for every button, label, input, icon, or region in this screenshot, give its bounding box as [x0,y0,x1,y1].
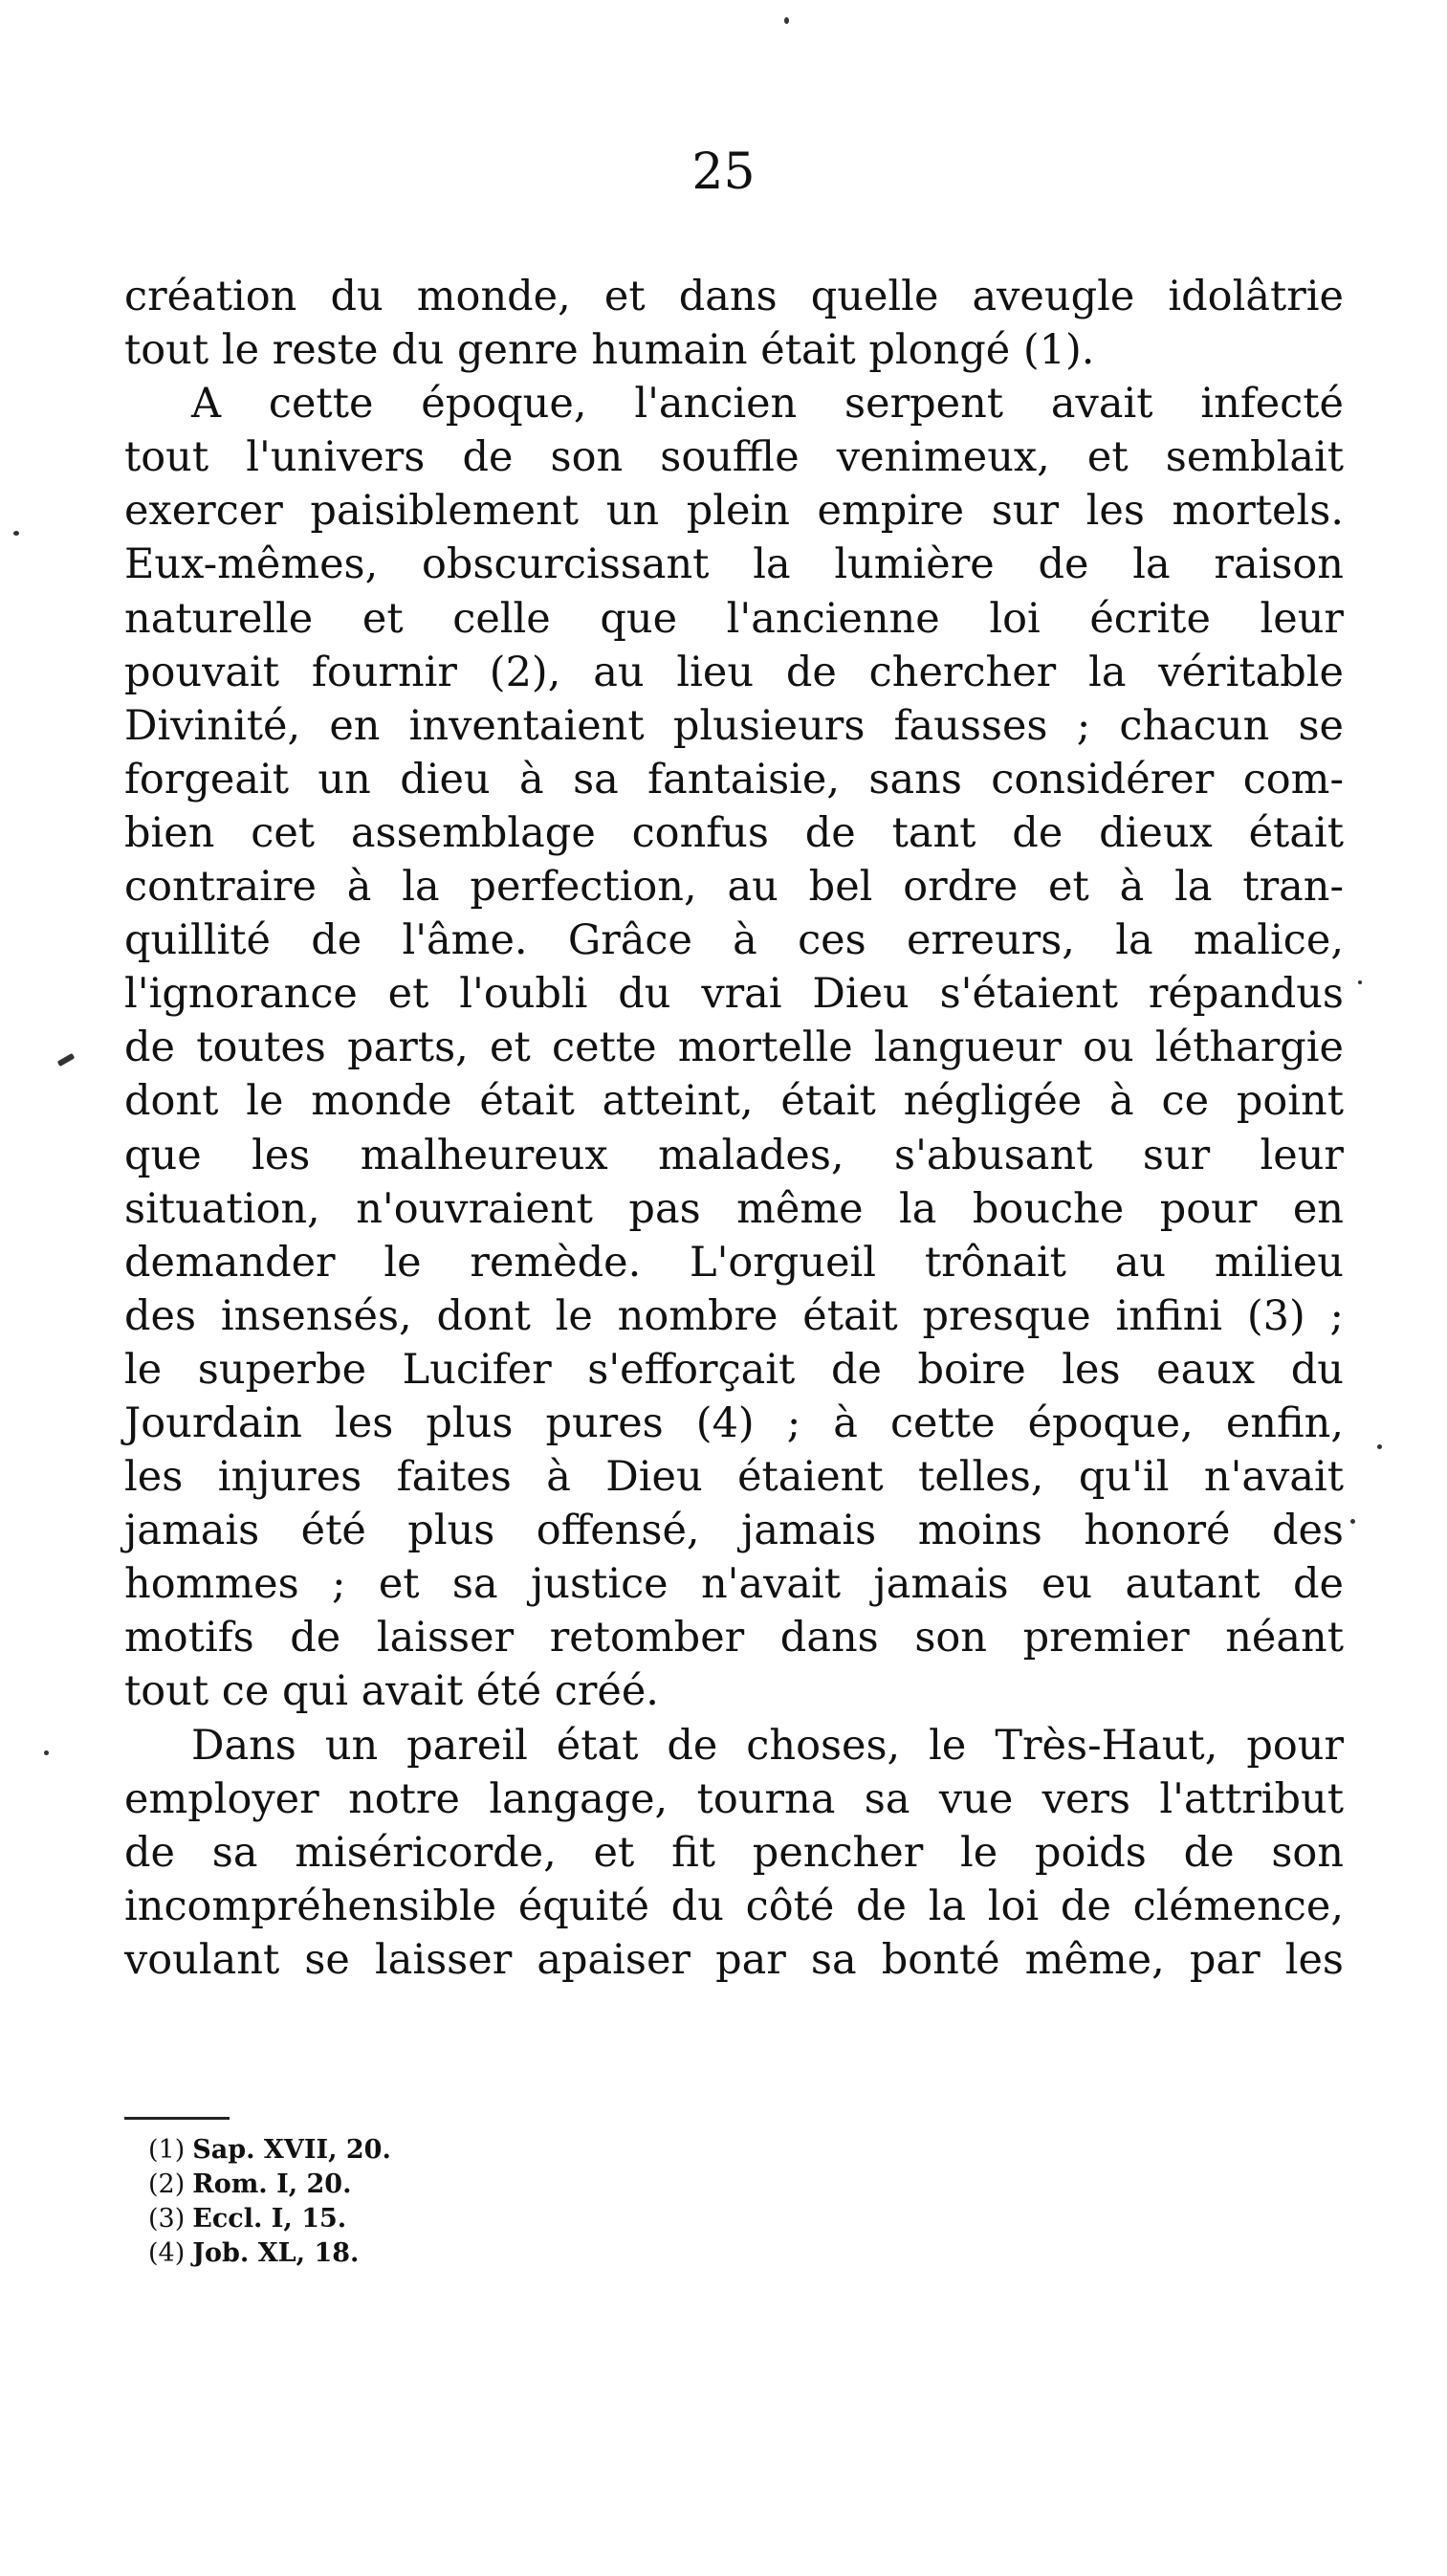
text-line: situation, n'ouvraient pas même la bouche pour en [124,1184,1344,1233]
text-line: bien cet assemblage confus de tant de dieux était [124,808,1344,857]
text-line: quillité de l'âme. Grâce à ces erreurs, la malice, [124,916,1344,965]
footnote-reference: Job. XL, 18. [192,2238,360,2268]
footnote [148,2236,391,2271]
text-line: motifs de laisser retomber dans son premier néant [124,1614,1344,1662]
footnote-reference: Sap. XVII, 20. [192,2135,391,2165]
scan-speck [57,1053,76,1067]
text-line: hommes ; et sa justice n'avait jamais eu autant de [124,1560,1344,1609]
text-line: Dans un pareil état de choses, le Très-Haut, pour [191,1721,1344,1770]
text-line: contraire à la perfection, au bel ordre et à la tran- [124,863,1344,912]
scan-speck [1358,980,1362,984]
text-line: incompréhensible équité du côté de la loi de clémence, [124,1882,1344,1930]
text-line: Jourdain les plus pures (4) ; à cette époque, enfin, [124,1398,1344,1447]
text-line: jamais été plus offensé, jamais moins honoré des [124,1507,1344,1555]
text-line: employer notre langage, tourna sa vue vers l'attribut [124,1774,1344,1823]
scan-speck [1377,1444,1382,1449]
scan-speck [13,531,19,536]
footnote [148,2202,391,2236]
footnote-reference: Rom. I, 20. [192,2169,352,2199]
text-line: que les malheureux malades, s'abusant sur leur [124,1131,1344,1179]
footnote [148,2133,391,2168]
text-line: de sa miséricorde, et fit pencher le poids de son [124,1828,1344,1877]
text-line: demander le remède. L'orgueil trônait au milieu [124,1238,1344,1287]
text-line: naturelle et celle que l'ancienne loi écrite leur [124,594,1344,643]
text-line: tout ce qui avait été créé. [124,1667,659,1716]
text-line: Divinité, en inventaient plusieurs fausses ; chacun se [124,701,1344,750]
text-line: création du monde, et dans quelle aveugle idolâtrie [124,273,1344,320]
body-text [124,270,1344,1987]
text-line: l'ignorance et l'oubli du vrai Dieu s'étaient répandus [124,970,1344,1019]
footnotes [148,2133,391,2271]
text-line: forgeait un dieu à sa fantaisie, sans considérer com- [124,755,1344,804]
footnote [148,2168,391,2202]
text-line: tout le reste du genre humain était plongé (1). [124,326,1095,375]
text-line: Eux-mêmes, obscurcissant la lumière de la raison [124,540,1344,589]
text-line: exercer paisiblement un plein empire sur les mortels. [124,487,1344,536]
text-line: de toutes parts, et cette mortelle langueur ou léthargie [124,1024,1344,1072]
scan-speck [44,1750,49,1755]
footnote-mark: (3) [148,2204,186,2234]
text-line: le superbe Lucifer s'efforçait de boire les eaux du [124,1345,1344,1394]
scan-speck [784,17,789,24]
footnote-mark: (2) [148,2169,186,2199]
page-number: 25 [691,143,756,201]
text-line: dont le monde était atteint, était négligée à ce point [124,1077,1344,1126]
text-line: les injures faites à Dieu étaient telles, qu'il n'avait [124,1453,1344,1502]
footnote-rule [124,2117,230,2120]
scan-speck [1350,1519,1355,1524]
footnote-mark: (1) [148,2135,186,2165]
text-line: des insensés, dont le nombre était presque infini (3) ; [124,1291,1344,1340]
text-line: A cette époque, l'ancien serpent avait infecté [191,380,1344,429]
footnote-reference: Eccl. I, 15. [192,2204,347,2234]
text-line: voulant se laisser apaiser par sa bonté même, par les [124,1935,1344,1984]
text-line: tout l'univers de son souffle venimeux, et semblait [124,433,1344,482]
text-line: pouvait fournir (2), au lieu de chercher la véritable [124,648,1344,696]
footnote-mark: (4) [148,2238,186,2268]
